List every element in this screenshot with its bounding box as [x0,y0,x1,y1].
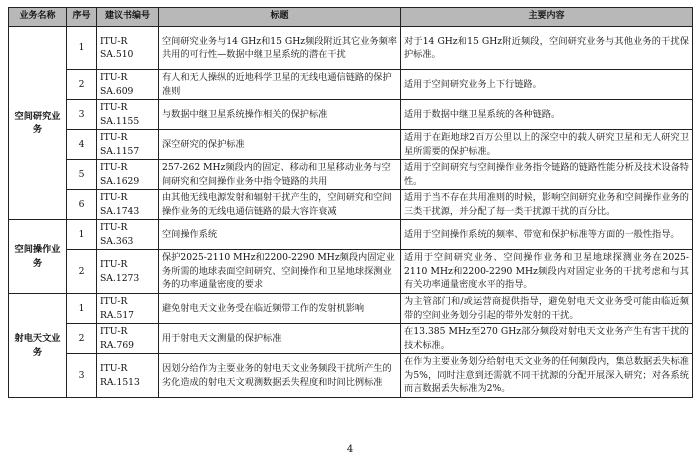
recommendation-code: ITU-R SA.609 [97,70,159,100]
row-content: 在13.385 MHz至270 GHz部分频段对射电天文业务产生有害干扰的技术标准。 [401,324,693,354]
table-row [9,160,693,190]
row-number: 1 [67,294,97,324]
row-number: 2 [67,324,97,354]
row-content: 适用于在距地球2百万公里以上的深空中的载人研究卫星和无人研究卫星所需要的保护标准。 [401,130,693,160]
row-number: 4 [67,130,97,160]
table-row [9,27,693,70]
row-title: 空间研究业务与14 GHz和15 GHz频段附近其它业务频率共用的可行性—数据中继卫星系统的潜在干扰 [159,27,401,70]
header-code: 建议书编号 [97,8,159,27]
row-content: 适用于空间研究业务上下行链路。 [401,70,693,100]
standards-table [8,7,693,398]
recommendation-code: ITU-R RA.1513 [97,354,159,398]
recommendation-code: ITU-R SA.363 [97,220,159,250]
recommendation-code: ITU-R SA.510 [97,27,159,70]
row-title: 空间操作系统 [159,220,401,250]
row-number: 1 [67,220,97,250]
row-title: 因划分给作为主要业务的射电天文业务频段干扰所产生的劣化造成的射电天文观测数据丢失程度和时间比例标准 [159,354,401,398]
table-row [9,130,693,160]
row-content: 适用于数据中继卫星系统的各种链路。 [401,100,693,130]
table-row [9,220,693,250]
row-title: 有人和无人操纵的近地科学卫星的无线电通信链路的保护准则 [159,70,401,100]
table-row [9,294,693,324]
row-number: 2 [67,70,97,100]
header-title: 标题 [159,8,401,27]
row-content: 适用于当不存在共用准则的时候，影响空间研究业务和空间操作业务的三类干扰源，并分配了每一类干扰源干扰的百分比。 [401,190,693,220]
row-number: 3 [67,354,97,398]
row-title: 与数据中继卫星系统操作相关的保护标准 [159,100,401,130]
recommendation-code: ITU-R SA.1629 [97,160,159,190]
page-number: 4 [346,444,354,455]
recommendation-code: ITU-R SA.1273 [97,250,159,294]
recommendation-code: ITU-R RA.769 [97,324,159,354]
row-number: 2 [67,250,97,294]
recommendation-code: ITU-R SA.1157 [97,130,159,160]
row-title: 257-262 MHz频段内的固定、移动和卫星移动业务与空间研究和空间操作业务中指令链路的共用 [159,160,401,190]
table-row [9,324,693,354]
table-row [9,70,693,100]
header-number: 序号 [67,8,97,27]
header-content: 主要内容 [401,8,693,27]
table-row [9,354,693,398]
category-space-operation: 空间操作业务 [9,220,67,294]
row-title: 由其他无线电源发射和辐射干扰产生的，空间研究和空间操作业务的无线电通信链路的最大容许衰减 [159,190,401,220]
row-number: 6 [67,190,97,220]
header-row [9,8,693,27]
row-content: 为主管部门和/或运营商提供指导，避免射电天文业务受可能由临近频带的空间业务划分引起的带外发射的干扰。 [401,294,693,324]
recommendation-code: ITU-R RA.517 [97,294,159,324]
row-content: 适用于空间操作系统的频率、带宽和保护标准等方面的一般性指导。 [401,220,693,250]
row-content: 适用于空间研究业务、空间操作业务和卫星地球探测业务在2025-2110 MHz和2200-2290 MHz频段内对固定业务的干扰考虑和与其有关功率通量密度水平的指导。 [401,250,693,294]
row-content: 在作为主要业务划分给射电天文业务的任何频段内，集总数据丢失标准为5%，同时注意到还需就不同干扰源的分配开展深入研究；对各系统而言数据丢失标准为2%。 [401,354,693,398]
table-row [9,250,693,294]
row-title: 深空研究的保护标准 [159,130,401,160]
row-title: 用于射电天文测量的保护标准 [159,324,401,354]
category-radio-astronomy: 射电天文业务 [9,294,67,398]
row-number: 5 [67,160,97,190]
table-row [9,190,693,220]
row-number: 3 [67,100,97,130]
recommendation-code: ITU-R SA.1743 [97,190,159,220]
row-title: 保护2025-2110 MHz和2200-2290 MHz频段内固定业务所需的地球表面空间研究、空间操作和卫星地球探测业务的功率通量密度的要求 [159,250,401,294]
header-category: 业务名称 [9,8,67,27]
row-content: 适用于空间研究与空间操作业务指令链路的链路性能分析及技术设备特性。 [401,160,693,190]
row-content: 对于14 GHz和15 GHz附近频段，空间研究业务与其他业务的干扰保护标准。 [401,27,693,70]
row-title: 避免射电天文业务受在临近频带工作的发射机影响 [159,294,401,324]
table-row [9,100,693,130]
category-space-research: 空间研究业务 [9,27,67,220]
row-number: 1 [67,27,97,70]
recommendation-code: ITU-R SA.1155 [97,100,159,130]
